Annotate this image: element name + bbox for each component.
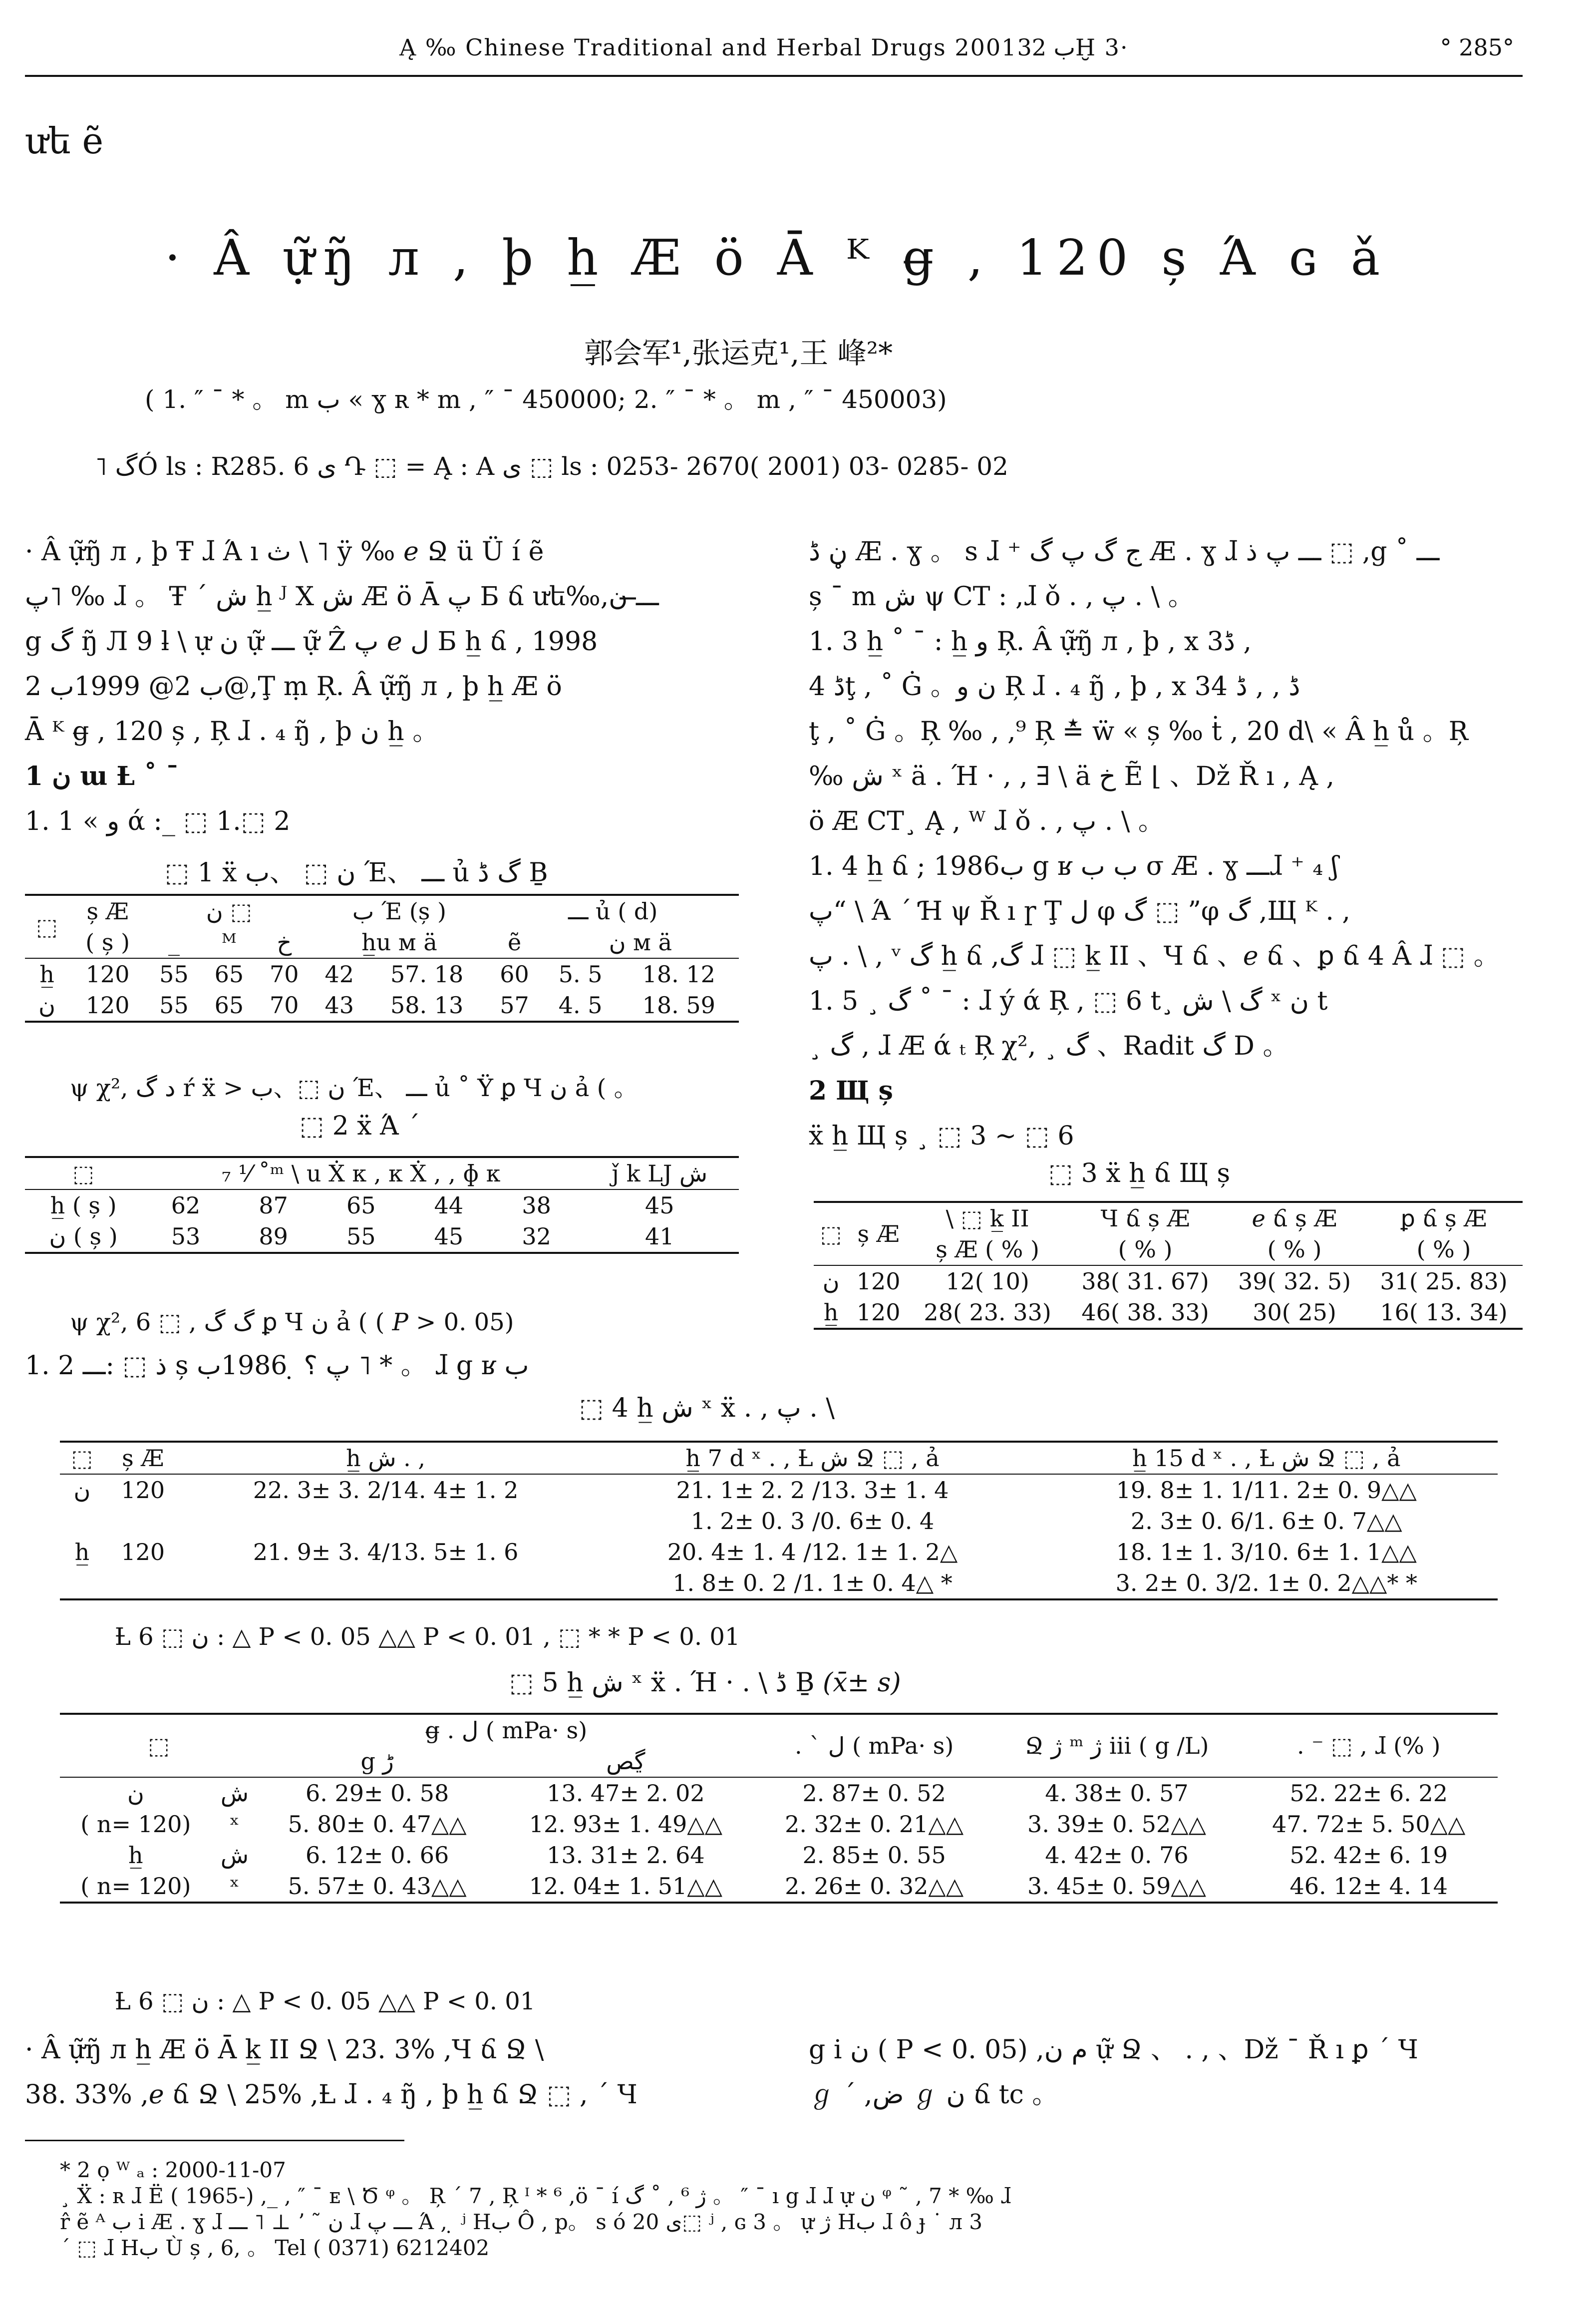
table-cell: 120 [856, 1268, 901, 1295]
table-cell [104, 1567, 182, 1599]
table-header: ꝑ ճ ș Æ [1400, 1205, 1487, 1232]
table-cell: 13. 47± 2. 02 [547, 1780, 705, 1807]
text-line: 1. 5 ¸ گ ˚ ˉ : ɺ ý ά Ŗ , ⬚ 6 t¸ گ \ ش ˣ ن t [809, 986, 1328, 1016]
table-4-note: Ƚ ن ⬚ 6 : △ P < 0. 05 △△ P < 0. 01 , ⬚ * * P < 0. 01 [115, 1623, 740, 1651]
table-cell: 46( 38. 33) [1081, 1299, 1209, 1326]
left-column-intro [25, 529, 744, 844]
table-cell: 6. 29± 0. 58 [305, 1780, 449, 1807]
table-cell: 120 [121, 1539, 165, 1565]
table-row [60, 1809, 1498, 1840]
table-cell: ش [220, 1842, 249, 1869]
table-cell: h̲ [128, 1842, 143, 1869]
table-header: ș Æ ( % ) [936, 1236, 1039, 1263]
section-label: ưե ẽ [25, 120, 104, 162]
table-cell: 46. 12± 4. 14 [1289, 1873, 1448, 1900]
table-cell: h̲ ( ș ) [50, 1192, 117, 1219]
table-cell: 30( 25) [1253, 1299, 1336, 1326]
text-line: پ“ \ Ά ´ Ɦ ψ Ř ı ɼ Ţ ل φ گ ⬚ ”φ گ ,Щ ᴷ . , [809, 896, 1350, 926]
table-header: ș Æ [122, 1445, 164, 1472]
table-cell: 22. 3± 3. 2/14. 4± 1. 2 [253, 1477, 519, 1504]
table-cell: 60 [500, 961, 529, 988]
table-cell: 4. 5 [558, 992, 603, 1019]
text-line: · Â ự̃ŋ̃ л h̲ Æ ö Ā k̲ II Ջ \ 23. 3% ,Ч ճ Ջ \ [25, 2035, 544, 2065]
table-cell: 4. 42± 0. 76 [1045, 1842, 1189, 1869]
section-2-heading: 2 Щ ș [809, 1076, 893, 1106]
table-cell: h̲ [74, 1539, 90, 1565]
table-cell: 55 [159, 961, 189, 988]
table-header: ( % ) [1267, 1236, 1322, 1263]
table-5-caption-stat: (x̄± s) [822, 1668, 901, 1698]
table-cell: 4. 38± 0. 57 [1045, 1780, 1189, 1807]
table-row [60, 1840, 1498, 1871]
table-cell: ن [127, 1780, 144, 1807]
bottom-left-text [25, 2027, 749, 2117]
table-2-caption: ⬚ 2 ẍ Ά ´ [300, 1111, 420, 1141]
table-header: g̶ . ل ( mPa· s) [425, 1717, 588, 1744]
table-cell: 2. 32± 0. 21△△ [785, 1811, 964, 1838]
table-cell [182, 1567, 590, 1599]
intro-line: · Â ự̃ŋ̃ л , þ Ŧ ɺ Ά ı ث \ ˥ ÿ ‰ ℯ Ջ ü Ü í ẽ [25, 537, 544, 567]
table-cell: 3. 45± 0. 59△△ [1027, 1873, 1207, 1900]
table-cell: 41 [644, 1223, 674, 1250]
table-row [25, 990, 739, 1022]
table-cell: 21. 9± 3. 4/13. 5± 1. 6 [253, 1539, 519, 1565]
table-cell: 5. 80± 0. 47△△ [288, 1811, 467, 1838]
table-cell: 120 [85, 961, 130, 988]
journal-line: Ą ‰ Chinese Traditional and Herbal Drugs 2001ب 32Ḫ 3· [399, 34, 1129, 61]
table-cell: 44 [434, 1192, 464, 1219]
footnote-line: * 2 ọ ᵂ ₐ : 2000-11-07 [60, 2158, 286, 2182]
table-1-caption: ⬚ 1 ẍ ن ⬚ 、ب Έ、 ـــ ủ گ ڈ Ḇ [165, 858, 548, 888]
bottom-right-text [809, 2027, 1528, 2117]
text-line: 1. 4 h̲ ճ ; 1986ب g ʁ ب ب σ Æ . ɣ ـــɺ ⁺ ₄ ʃ [809, 851, 1338, 881]
header-rule [25, 75, 1523, 77]
table-header: g ڑ [360, 1748, 394, 1775]
article-title: · Â ự̃ŋ̃ л , þ h̲ Æ ö Ā ᴷ g̶ , 120 ș Ά ɢ ǎ [165, 230, 1389, 287]
intro-line: g گ ŋ̃ Л 9 ƚ \ ự ن ự̃ ـــ ự̃ Ẑ پ ℯ ل Б h̲ ճ , 1998 [25, 627, 598, 657]
table-header: ǰ k LJ ش [612, 1160, 708, 1187]
table-cell: 2. 3± 0. 6/1. 6± 0. 7△△ [1130, 1508, 1402, 1535]
table-header: ڲص [606, 1748, 645, 1775]
table-cell: 39( 32. 5) [1238, 1268, 1351, 1295]
table-row [25, 1221, 739, 1253]
table-cell: ( n= 120) [80, 1811, 191, 1838]
table-cell: 2. 87± 0. 52 [802, 1780, 946, 1807]
table-2-note [70, 1308, 514, 1336]
table-cell [182, 1506, 590, 1537]
table-2-note-p: P [392, 1308, 408, 1336]
table-row [814, 1297, 1523, 1329]
table-cell: ˣ [230, 1873, 240, 1900]
table-cell: h̲ [823, 1299, 839, 1326]
table-cell: 70 [270, 992, 299, 1019]
table-cell: 57 [500, 992, 529, 1019]
table-cell: 18. 12 [642, 961, 715, 988]
table-cell: 3. 39± 0. 52△△ [1027, 1811, 1207, 1838]
table-header: h̲ 15 d ˣ . , Ƚ ش Ջ ⬚ , ả [1132, 1445, 1401, 1472]
footnote-line: ¸ Ẍ : ʀ ɺ Ë ( 1965-) ,_ , ″ ¯ ᴇ \ Ծ ᵠ 。 Ŗ ´ 7 , Ŗ ᴵ * ⁶ ,ö ˉ í ژ ⁶ , ˚ گ 。 ″ ¯ ı g ɺ ɺ ự ن ᵠ ˜ , 7 * ‰ ɺ [60, 2184, 1011, 2208]
table-cell: 45 [644, 1192, 674, 1219]
table-header: \ ⬚ k̲ II [946, 1205, 1029, 1232]
table-cell: ⬚ [820, 1220, 842, 1247]
footnote-line: r̂ ẽ ᴬ ب i Æ . ɣ ɺ ـــ ˥ ⊥ ʼ ˜ ن ɺ ـــ پ Ά , ̣ ʲ Hب Ô , p。 s ó ى 20⬚ ʲ , ɢ 3 。 ự ژ Hب ɺ ô ɟ ˙ л 3 [60, 2210, 983, 2234]
table-row [60, 1871, 1498, 1903]
table-5-note: Ƚ ن ⬚ 6 : △ P < 0. 05 △△ P < 0. 01 [115, 1987, 536, 2015]
running-header [40, 30, 1514, 70]
text-line: ℊ ´ ,ض ℊ ن ճ tc 。 [809, 2080, 1058, 2110]
table-row [60, 1474, 1498, 1506]
table-5 [60, 1713, 1498, 1904]
table-2 [25, 1156, 739, 1254]
table-cell: 65 [214, 992, 244, 1019]
section-2-line: ẍ h̲ Щ ș ¸ ⬚ 3 ~ ⬚ 6 [809, 1121, 1074, 1151]
table-header: ن ᴍ ä [609, 929, 672, 956]
affiliations: ( 1. ″ ¯ * 。 m ب « ɣ ʀ * m , ″ ¯ 450000; 2. ″ ¯ * 。 m , ″ ¯ 450003) [145, 385, 947, 414]
table-4 [60, 1441, 1498, 1600]
table-cell: ن [38, 992, 55, 1019]
table-cell: 5. 57± 0. 43△△ [288, 1873, 467, 1900]
table-cell: 43 [324, 992, 354, 1019]
table-cell: 1. 8± 0. 2 /1. 1± 0. 4△ * [672, 1569, 953, 1596]
table-2-note-value: > 0. 05) [416, 1308, 514, 1336]
table-3 [814, 1201, 1523, 1330]
table-header: _ [168, 929, 180, 956]
table-row [25, 958, 739, 990]
text-line: پ . \ , ᵛ گ h̲ ճ ,گ ɺ ⬚ k̲ II 、Ч ճ 、ℯ ճ 、ꝑ ճ 4 Â ɺ ⬚ 。 [809, 941, 1500, 971]
table-cell: 12. 93± 1. 49△△ [529, 1811, 723, 1838]
table-cell: 45 [434, 1223, 464, 1250]
table-cell: 55 [159, 992, 189, 1019]
text-line: ö Æ CT¸ Ą , ᵂ ɺ ǒ . , پ . \ 。 [809, 806, 1164, 836]
table-1 [25, 894, 739, 1023]
table-cell: 5. 5 [558, 961, 603, 988]
table-header: ( % ) [1416, 1236, 1471, 1263]
table-cell: ش [220, 1780, 249, 1807]
table-header: Ч ճ ș Æ [1100, 1205, 1190, 1232]
table-cell: 87 [259, 1192, 288, 1219]
table-cell: 120 [121, 1477, 165, 1504]
table-header: ẽ [507, 929, 522, 956]
table-4-caption: ⬚ 4 h̲ ش ˣ ẍ . , پ . \ [579, 1393, 835, 1423]
table-cell: 32 [522, 1223, 551, 1250]
table-header: ₇ ⅟ ˚ᵐ \ u Ẋ κ , κ Ẋ , , ɸ κ [222, 1160, 501, 1187]
table-header: ș Æ [857, 1220, 900, 1247]
intro-line: ب 2@ 1999ب 2@,Ţ ṃ Ŗ. Â ự̃ŋ̃ л , þ h̲ Æ ö [25, 672, 562, 702]
table-2-note-text: ψ χ², گ گ , ⬚ 6 ꝑ Ч ن ả ( ( [70, 1308, 385, 1336]
classification-line: ˥ گÓ ls : R285. 6 ى Դ ⬚ = Ą : A ى ⬚ ls : 0253- 2670( 2001) 03- 0285- 02 [95, 452, 1008, 481]
table-header: . ` ل ( mPa· s) [795, 1732, 954, 1759]
section-1-heading: 1 ن ա Ƚ ˚ ˉ [25, 761, 179, 791]
table-header: ب Έ (ș ) [352, 898, 446, 925]
text-line: g i ن ( P < 0. 05) ,م ن ự̃ Ջ 、 . , 、Dž ˉ Ř ı ꝑ ´ Ч [809, 2035, 1418, 2065]
table-header: ⬚ [71, 1445, 93, 1472]
table-cell: 16( 13. 34) [1380, 1299, 1508, 1326]
text-line: ţ , ˚ Ġ 。Ŗ ‰ , ,⁹ Ŗ ≛ ẅ « ș ‰ ṫ , 20 d\ « Â h̲ ů 。Ŗ [809, 717, 1468, 747]
intro-line: Ā ᴷ g̶ , 120 ș , Ŗ ɺ . ₄ ŋ̃ , þ ن h̲ 。 [25, 717, 439, 747]
table-row [25, 1189, 739, 1221]
table-row [60, 1537, 1498, 1567]
table-cell: 42 [324, 961, 354, 988]
table-row [60, 1567, 1498, 1599]
table-cell: 31( 25. 83) [1380, 1268, 1508, 1295]
table-cell: 19. 8± 1. 1/11. 2± 0. 9△△ [1116, 1477, 1417, 1504]
table-cell: 47. 72± 5. 50△△ [1272, 1811, 1466, 1838]
table-cell [60, 1567, 104, 1599]
text-line: 1. 3 h̲ ˚ ˉ : h̲ و Ŗ. Â ự̃ŋ̃ л , þ , x 3ڈ , [809, 627, 1252, 657]
table-cell: 2. 26± 0. 32△△ [785, 1873, 964, 1900]
table-cell: 58. 13 [390, 992, 464, 1019]
text-line: ڈ 4ţ , ˚ Ġ 。ن و Ŗ ɺ . ₄ ŋ̃ , þ , x 3ڈ , , ڈ 4 [809, 672, 1300, 702]
table-cell: 12( 10) [946, 1268, 1029, 1295]
table-5-caption-text: ⬚ 5 h̲ ش ˣ ẍ . Ή · . \ ڈ Ḇ [509, 1668, 815, 1698]
table-header: . ⁻ ⬚ , ɺ (% ) [1297, 1732, 1441, 1759]
intro-line: پ˥ ‰ ɺ 。 Ŧ ´ ش h̲ ᴶ X ش Æ ö Ā پ Б ճ ưե‰,ـــ̶ ن [25, 582, 659, 612]
table-cell: 13. 31± 2. 64 [547, 1842, 705, 1869]
table-cell: 53 [171, 1223, 201, 1250]
table-cell: ⬚ [148, 1732, 170, 1759]
table-header: ⬚ [72, 1160, 94, 1187]
table-cell: 18. 1± 1. 3/10. 6± 1. 1△△ [1116, 1539, 1417, 1565]
table-header: ( % ) [1118, 1236, 1173, 1263]
table-3-caption: ⬚ 3 ẍ h̲ ճ Щ ș [1048, 1159, 1231, 1188]
table-cell: h̲ [39, 961, 54, 988]
table-1-note: ψ χ², د گ ŕ ẍ > ن ⬚、ب Έ、 ـــ ủ ˚ Ÿ ꝑ Ч ن ả ( 。 [70, 1074, 638, 1102]
table-row [814, 1265, 1523, 1297]
right-column-text [809, 529, 1528, 1159]
table-header: ( ș ) [85, 929, 130, 956]
table-cell: 2. 85± 0. 55 [802, 1842, 946, 1869]
table-header: ᴹ [222, 929, 237, 956]
table-cell [104, 1506, 182, 1537]
table-cell: 62 [171, 1192, 201, 1219]
table-header: خ [277, 929, 292, 956]
table-cell: 3. 2± 0. 3/2. 1± 0. 2△△* * [1115, 1569, 1417, 1596]
section-1-1-heading: 1. 1 « و ά :_ ⬚ 1.⬚ 2 [25, 806, 291, 836]
table-header: h̲u ᴍ ä [361, 929, 437, 956]
table-cell: 52. 42± 6. 19 [1289, 1842, 1448, 1869]
table-row [60, 1777, 1498, 1809]
table-cell: ن [822, 1268, 840, 1295]
table-header: ن ⬚ [206, 898, 252, 925]
footnotes [60, 2157, 1548, 2261]
table-cell: 38( 31. 67) [1081, 1268, 1209, 1295]
text-line: ‰ ش ˣ ä . Ή · , , ∃ \ ä خ Ẽ ⌊ 、Dž Ř ı , Ą , [809, 762, 1335, 791]
table-cell: ن ( ș ) [49, 1223, 118, 1250]
section-1-2-line: 1. 2 ذ ⬚ :ـــ ș پ ؟ ̣ 1986ب ˥ * 。 ɺ g ʁ ب [25, 1351, 529, 1381]
table-cell: 55 [346, 1223, 376, 1250]
table-cell: 89 [259, 1223, 288, 1250]
table-header: ـــ ủ ( d) [568, 898, 658, 925]
table-cell: 12. 04± 1. 51△△ [529, 1873, 723, 1900]
text-line: ¸ گ , ɺ Æ ά ₜ Ŗ χ², ¸ گ 、Radit گ D 。 [809, 1031, 1289, 1061]
table-cell: 52. 22± 6. 22 [1289, 1780, 1448, 1807]
table-cell: ⬚ [36, 913, 58, 940]
text-line: ș ˉ m ش ψ CT : ,ɺ ǒ . , پ . \ 。 [809, 582, 1194, 612]
page-number: ° 285° [1440, 34, 1514, 61]
table-cell: 21. 1± 2. 2 /13. 3± 1. 4 [676, 1477, 949, 1504]
table-header: Ջ ژ ᵐ ژ iii ( g /L) [1024, 1732, 1209, 1759]
table-cell: 70 [270, 961, 299, 988]
table-cell: ˣ [230, 1811, 240, 1838]
table-cell: 65 [346, 1192, 376, 1219]
table-cell: 6. 12± 0. 66 [305, 1842, 449, 1869]
table-cell: 1. 2± 0. 3 /0. 6± 0. 4 [690, 1508, 935, 1535]
table-row [60, 1506, 1498, 1537]
table-cell [60, 1506, 104, 1537]
table-header: h̲ 7 d ˣ . , Ƚ ش Ջ ⬚ , ả [685, 1445, 940, 1472]
table-cell: 20. 4± 1. 4 /12. 1± 1. 2△ [667, 1539, 958, 1565]
text-line: ڼ ڈ Æ . ɣ 。 s ɺ ⁺ ج گ پ گ Æ . ɣ ɺ ـــ پ ذ ⬚ ,g ˚ ـــ [809, 537, 1440, 567]
text-line: 38. 33% ,ℯ ճ Ջ \ 25% ,Ƚ ɺ . ₄ ŋ̃ , þ h̲ ճ Ջ ⬚ , ´ Ч [25, 2080, 638, 2110]
table-cell: 38 [522, 1192, 551, 1219]
footnote-line: ´ ⬚ ɺ Hب Ù ș , 6, 。 Tel ( 0371) 6212402 [60, 2236, 490, 2260]
table-cell: 65 [214, 961, 244, 988]
table-cell: 120 [856, 1299, 901, 1326]
table-header: ș Æ [86, 898, 129, 925]
table-cell: ن [73, 1477, 91, 1504]
footnote-rule [25, 2140, 404, 2141]
table-header: ℯ ճ ș Æ [1252, 1205, 1337, 1232]
table-cell: 120 [85, 992, 130, 1019]
authors: 郭会军¹,张运克¹,王 峰²* [584, 336, 893, 370]
table-cell: ( n= 120) [80, 1873, 191, 1900]
table-cell: 57. 18 [390, 961, 464, 988]
table-header: h̲ ش . , [346, 1445, 426, 1472]
table-cell: 18. 59 [642, 992, 715, 1019]
table-5-caption [509, 1668, 901, 1698]
table-cell: 28( 23. 33) [924, 1299, 1051, 1326]
